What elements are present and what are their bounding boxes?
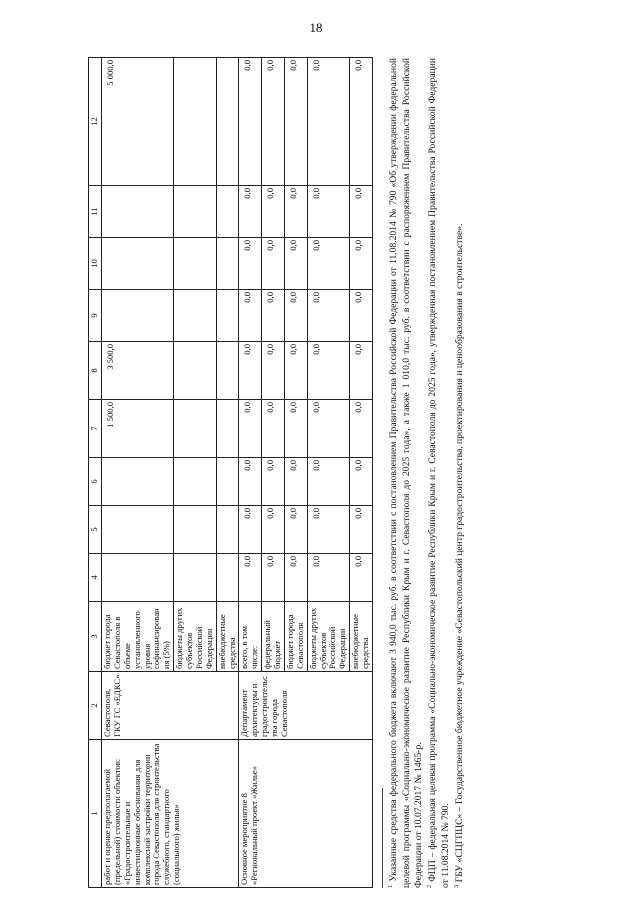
footnote-1: $^1$ Указанные средства федерального бюджета включают 3 940,0 тыс. руб. в соответствии с постановлением Правительства Российской Федерации от 11.08.2014 № 790 «Об утверждении федеральной целевой программы «Социально-экономическое развитие Республики Крым и г. Севастополя до 2025 года», а также 1 010,0 тыс. руб. в соответствии с распоряжением Правительства Российской Федерации от 10.07.2017 № 1465-р. [386, 58, 425, 888]
value-cell: 0,0 [239, 58, 262, 186]
funding-source-cell: всего, в том числе: [239, 602, 262, 672]
value-cell: 0,0 [350, 458, 373, 506]
value-cell [216, 186, 239, 238]
value-cell: 0,0 [284, 554, 307, 602]
funding-source-cell: бюджеты других субъектов Российской Федерации [307, 602, 350, 672]
value-cell [102, 506, 174, 554]
value-cell: 0,0 [284, 290, 307, 342]
value-cell: 0,0 [262, 58, 285, 186]
funding-table [88, 57, 373, 888]
funding-source-cell: бюджеты других субъектов Российской Федерации [174, 602, 217, 672]
footnotes [382, 58, 467, 888]
value-cell: 0,0 [239, 506, 262, 554]
value-cell: 0,0 [262, 290, 285, 342]
value-cell: 3 500,0 [102, 342, 174, 400]
header-cell: 8 [89, 342, 102, 400]
header-cell: 11 [89, 186, 102, 238]
table-row [102, 58, 174, 888]
header-cell: 2 [89, 672, 102, 740]
value-cell: 0,0 [239, 458, 262, 506]
value-cell: 0,0 [350, 342, 373, 400]
value-cell [174, 290, 217, 342]
value-cell: 0,0 [350, 554, 373, 602]
header-cell: 3 [89, 602, 102, 672]
value-cell: 0,0 [350, 238, 373, 290]
value-cell: 0,0 [307, 186, 350, 238]
funding-source-cell: федеральный бюджет [262, 602, 285, 672]
header-cell: 4 [89, 554, 102, 602]
value-cell [102, 290, 174, 342]
value-cell [174, 400, 217, 458]
value-cell: 0,0 [307, 400, 350, 458]
value-cell [102, 186, 174, 238]
value-cell: 0,0 [239, 554, 262, 602]
value-cell [216, 238, 239, 290]
header-cell: 10 [89, 238, 102, 290]
footnote-2: $^2$ ФЦП – федеральная целевая программа «Социально-экономическое развитие Республики Крым и г. Севастополя до 2025 года», утвержденная постановлением Правительства Российской Федерации от 11.08.2014 № 790. [426, 58, 451, 888]
value-cell: 0,0 [284, 506, 307, 554]
footnote-3: $^3$ ГБУ «СЦГПЦС» – Государственное бюджетное учреждение «Севастопольский центр градостроительства, проектирования и ценообразования в строительстве». [452, 223, 465, 888]
value-cell: 0,0 [307, 342, 350, 400]
value-cell [216, 58, 239, 186]
value-cell [174, 506, 217, 554]
value-cell: 1 500,0 [102, 400, 174, 458]
header-cell: 6 [89, 458, 102, 506]
value-cell: 0,0 [262, 458, 285, 506]
value-cell [174, 458, 217, 506]
value-cell: 0,0 [284, 58, 307, 186]
funding-source-cell: бюджет города Севастополя в объеме установленного уровня софинансирования (5%) [102, 602, 174, 672]
table-body [89, 58, 373, 888]
value-cell [102, 458, 174, 506]
value-cell [102, 238, 174, 290]
value-cell: 0,0 [239, 238, 262, 290]
table-row [239, 58, 262, 888]
header-row [89, 58, 102, 888]
value-cell: 0,0 [262, 186, 285, 238]
value-cell: 0,0 [239, 400, 262, 458]
value-cell [216, 506, 239, 554]
value-cell [174, 342, 217, 400]
value-cell [216, 554, 239, 602]
value-cell [174, 238, 217, 290]
value-cell: 0,0 [307, 58, 350, 186]
rotated-table-block [88, 58, 548, 888]
value-cell: 0,0 [239, 290, 262, 342]
header-cell: 9 [89, 290, 102, 342]
value-cell: 0,0 [284, 342, 307, 400]
measure-name-cell: работ и оценке предполагаемой (предельной) стоимости объектов: «Градостроительные и инвестиционные обоснования для комплексной застройки территории города Севастополя для строительства служебного, стандартного (социального) жилья» [102, 740, 239, 888]
value-cell: 0,0 [284, 186, 307, 238]
footnote-separator [382, 788, 383, 888]
value-cell: 0,0 [350, 58, 373, 186]
value-cell: 0,0 [307, 506, 350, 554]
value-cell: 0,0 [262, 506, 285, 554]
value-cell: 0,0 [239, 342, 262, 400]
value-cell: 0,0 [350, 506, 373, 554]
value-cell: 5 000,0 [102, 58, 174, 186]
measure-name-cell: Основное мероприятие 8 «Региональный проект «Жилье» [239, 740, 373, 888]
value-cell [216, 458, 239, 506]
funding-source-cell: бюджет города Севастополя [284, 602, 307, 672]
value-cell [216, 400, 239, 458]
value-cell [174, 186, 217, 238]
value-cell: 0,0 [350, 290, 373, 342]
value-cell: 0,0 [262, 238, 285, 290]
value-cell: 0,0 [307, 290, 350, 342]
value-cell [174, 58, 217, 186]
value-cell: 0,0 [284, 458, 307, 506]
header-cell: 1 [89, 740, 102, 888]
value-cell: 0,0 [262, 342, 285, 400]
value-cell: 0,0 [284, 238, 307, 290]
value-cell [216, 342, 239, 400]
value-cell: 0,0 [284, 400, 307, 458]
value-cell: 0,0 [307, 554, 350, 602]
value-cell [174, 554, 217, 602]
page-number: 18 [309, 20, 323, 35]
value-cell: 0,0 [350, 400, 373, 458]
header-cell: 7 [89, 400, 102, 458]
executor-cell: Севастополя, ГКУ ГС «ЕДКС» [102, 672, 239, 740]
value-cell: 0,0 [262, 554, 285, 602]
value-cell [216, 290, 239, 342]
executor-cell: Департамент архитектуры и градостроительства города Севастополя [239, 672, 373, 740]
header-cell: 5 [89, 506, 102, 554]
value-cell: 0,0 [239, 186, 262, 238]
value-cell: 0,0 [307, 238, 350, 290]
funding-source-cell: внебюджетные средства [350, 602, 373, 672]
value-cell [102, 554, 174, 602]
header-cell: 12 [89, 58, 102, 186]
funding-source-cell: внебюджетные средства [216, 602, 239, 672]
value-cell: 0,0 [350, 186, 373, 238]
value-cell: 0,0 [262, 400, 285, 458]
value-cell: 0,0 [307, 458, 350, 506]
